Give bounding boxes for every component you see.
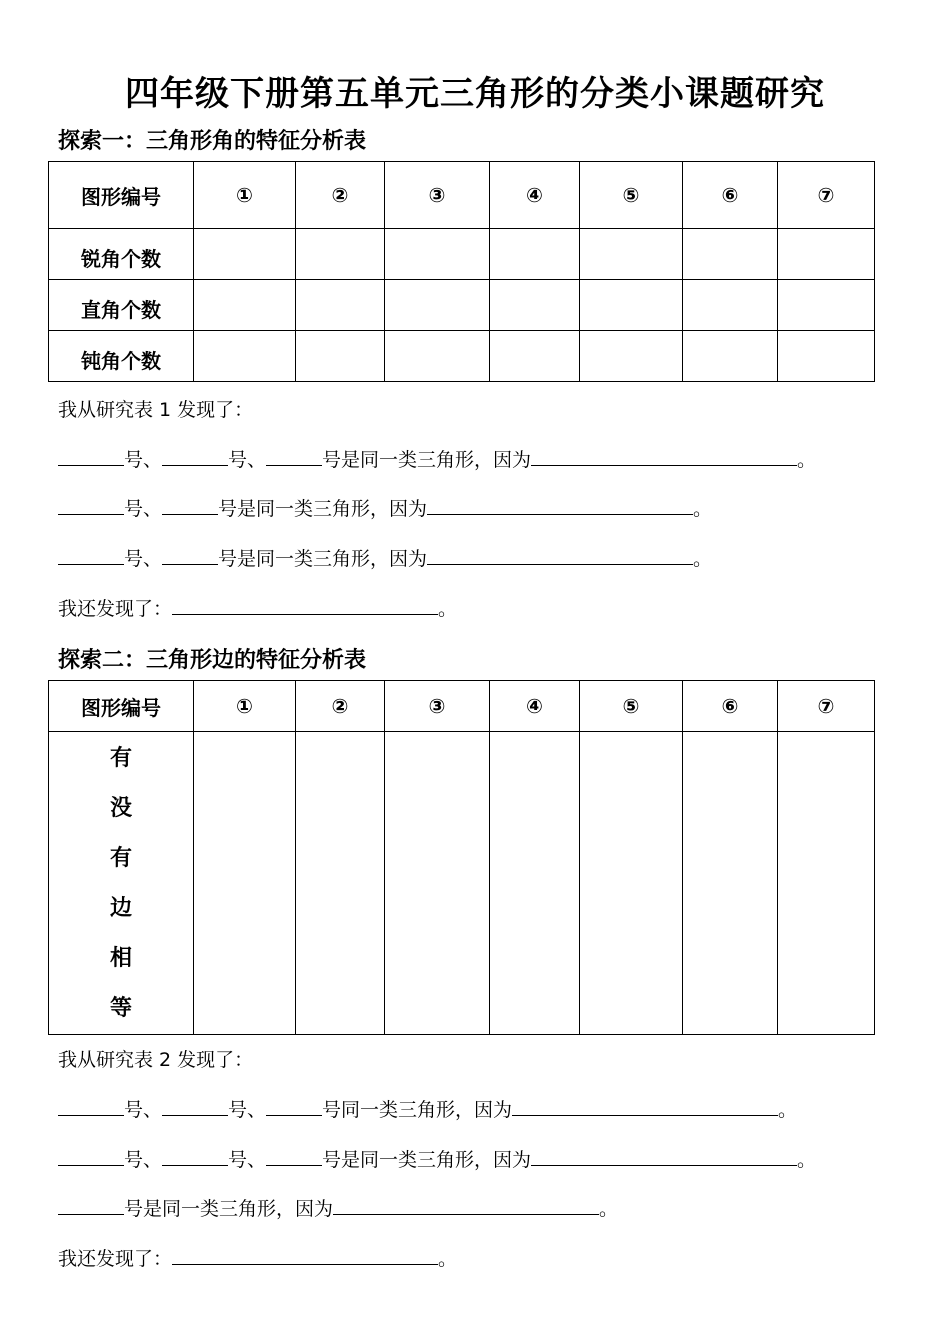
- table-cell[interactable]: [778, 732, 875, 1035]
- table-row: [49, 280, 875, 331]
- reason-blank[interactable]: [512, 1097, 778, 1116]
- header-label: 图形编号: [49, 681, 194, 732]
- text-fragment: 。: [797, 449, 817, 471]
- answer-blank[interactable]: [58, 1097, 124, 1116]
- table-cell[interactable]: [385, 280, 490, 331]
- table-cell[interactable]: [778, 280, 875, 331]
- text-fragment: 。: [797, 1149, 817, 1171]
- table-row: [49, 732, 875, 1035]
- answer-blank[interactable]: [58, 1196, 124, 1215]
- answer-blank[interactable]: [58, 546, 124, 565]
- finding2-line3: [58, 1194, 618, 1221]
- row-char: 没: [109, 796, 132, 821]
- table-cell[interactable]: [385, 229, 490, 280]
- table-cell[interactable]: [580, 229, 683, 280]
- row-char: 有: [109, 746, 132, 771]
- reason-blank[interactable]: [427, 496, 693, 515]
- answer-blank[interactable]: [162, 447, 228, 466]
- row-label-acute: 锐角个数: [49, 229, 194, 280]
- shape-number-7: ⑦: [778, 162, 875, 229]
- finding2-line2: [58, 1145, 816, 1172]
- text-fragment: 。: [599, 1198, 619, 1220]
- answer-blank[interactable]: [266, 1147, 322, 1166]
- answer-blank[interactable]: [58, 447, 124, 466]
- table-cell[interactable]: [580, 280, 683, 331]
- shape-number-5: ⑤: [580, 681, 683, 732]
- text-fragment: 号同一类三角形，因为: [322, 1099, 513, 1121]
- findings1-intro: 我从研究表 1 发现了：: [58, 399, 254, 421]
- shape-number-2: ②: [296, 162, 385, 229]
- text-fragment: 号是同一类三角形，因为: [322, 1149, 532, 1171]
- shape-number-3: ③: [385, 162, 490, 229]
- row-label-obtuse: 钝角个数: [49, 331, 194, 382]
- row-char: 边: [109, 896, 132, 921]
- answer-blank[interactable]: [162, 1097, 228, 1116]
- finding2-line1: [58, 1095, 797, 1122]
- text-fragment: 。: [693, 498, 713, 520]
- row-char: 相: [109, 946, 132, 971]
- finding1-line1: [58, 445, 816, 472]
- row-char: 有: [109, 846, 132, 871]
- shape-number-6: ⑥: [683, 162, 778, 229]
- table-cell[interactable]: [194, 280, 296, 331]
- text-fragment: 号、: [124, 498, 163, 520]
- table-cell[interactable]: [490, 732, 580, 1035]
- reason-blank[interactable]: [531, 447, 797, 466]
- text-fragment: 我还发现了：: [58, 1248, 173, 1270]
- table-cell[interactable]: [778, 331, 875, 382]
- row-char: 等: [109, 996, 132, 1021]
- findings2-intro: 我从研究表 2 发现了：: [58, 1049, 254, 1071]
- discovery-blank[interactable]: [172, 596, 438, 615]
- shape-number-4: ④: [490, 681, 580, 732]
- table-cell[interactable]: [296, 280, 385, 331]
- table-cell[interactable]: [683, 280, 778, 331]
- table-cell[interactable]: [683, 229, 778, 280]
- text-fragment: 。: [438, 598, 458, 620]
- table-row: [49, 229, 875, 280]
- shape-number-5: ⑤: [580, 162, 683, 229]
- table-cell[interactable]: [490, 331, 580, 382]
- text-fragment: 号、: [124, 548, 163, 570]
- answer-blank[interactable]: [162, 1147, 228, 1166]
- answer-blank[interactable]: [266, 1097, 322, 1116]
- shape-number-7: ⑦: [778, 681, 875, 732]
- text-fragment: 号是同一类三角形，因为: [124, 1198, 334, 1220]
- shape-number-2: ②: [296, 681, 385, 732]
- also-found-1: [58, 594, 457, 621]
- table-cell[interactable]: [296, 732, 385, 1035]
- text-fragment: 号、: [124, 1099, 163, 1121]
- text-fragment: 我还发现了：: [58, 598, 173, 620]
- reason-blank[interactable]: [333, 1196, 599, 1215]
- text-fragment: 号、: [228, 1149, 267, 1171]
- section2-heading: 探索二：三角形边的特征分析表: [58, 648, 367, 673]
- table-cell[interactable]: [490, 229, 580, 280]
- discovery-blank[interactable]: [172, 1246, 438, 1265]
- text-fragment: 号、: [124, 1149, 163, 1171]
- text-fragment: 。: [438, 1248, 458, 1270]
- answer-blank[interactable]: [162, 496, 218, 515]
- angle-analysis-table: [48, 161, 875, 382]
- page-title: 四年级下册第五单元三角形的分类小课题研究: [125, 74, 825, 114]
- section1-heading: 探索一：三角形角的特征分析表: [58, 129, 367, 154]
- table-cell[interactable]: [683, 331, 778, 382]
- table-cell[interactable]: [296, 331, 385, 382]
- text-fragment: 号是同一类三角形，因为: [322, 449, 532, 471]
- shape-number-4: ④: [490, 162, 580, 229]
- shape-number-6: ⑥: [683, 681, 778, 732]
- answer-blank[interactable]: [58, 1147, 124, 1166]
- side-analysis-table: [48, 680, 875, 1035]
- table-cell[interactable]: [194, 229, 296, 280]
- text-fragment: 。: [693, 548, 713, 570]
- text-fragment: 号是同一类三角形，因为: [218, 498, 428, 520]
- text-fragment: 号、: [228, 449, 267, 471]
- text-fragment: 号是同一类三角形，因为: [218, 548, 428, 570]
- table-cell[interactable]: [194, 331, 296, 382]
- table-cell[interactable]: [778, 229, 875, 280]
- answer-blank[interactable]: [266, 447, 322, 466]
- table-cell[interactable]: [385, 732, 490, 1035]
- table-cell[interactable]: [385, 331, 490, 382]
- text-fragment: 。: [778, 1099, 798, 1121]
- row-label-equal-sides: [49, 732, 194, 1035]
- text-fragment: 号、: [124, 449, 163, 471]
- finding1-line2: [58, 494, 712, 521]
- table-row: [49, 331, 875, 382]
- header-label: 图形编号: [49, 162, 194, 229]
- table-cell[interactable]: [296, 229, 385, 280]
- shape-number-1: ①: [194, 681, 296, 732]
- reason-blank[interactable]: [427, 546, 693, 565]
- finding1-line3: [58, 544, 712, 571]
- table-header-row: [49, 681, 875, 732]
- also-found-2: [58, 1244, 457, 1271]
- shape-number-3: ③: [385, 681, 490, 732]
- row-label-right: 直角个数: [49, 280, 194, 331]
- table-cell[interactable]: [580, 732, 683, 1035]
- table-cell[interactable]: [194, 732, 296, 1035]
- text-fragment: 号、: [228, 1099, 267, 1121]
- answer-blank[interactable]: [162, 546, 218, 565]
- reason-blank[interactable]: [531, 1147, 797, 1166]
- table-cell[interactable]: [683, 732, 778, 1035]
- table-cell[interactable]: [580, 331, 683, 382]
- shape-number-1: ①: [194, 162, 296, 229]
- table-header-row: [49, 162, 875, 229]
- answer-blank[interactable]: [58, 496, 124, 515]
- table-cell[interactable]: [490, 280, 580, 331]
